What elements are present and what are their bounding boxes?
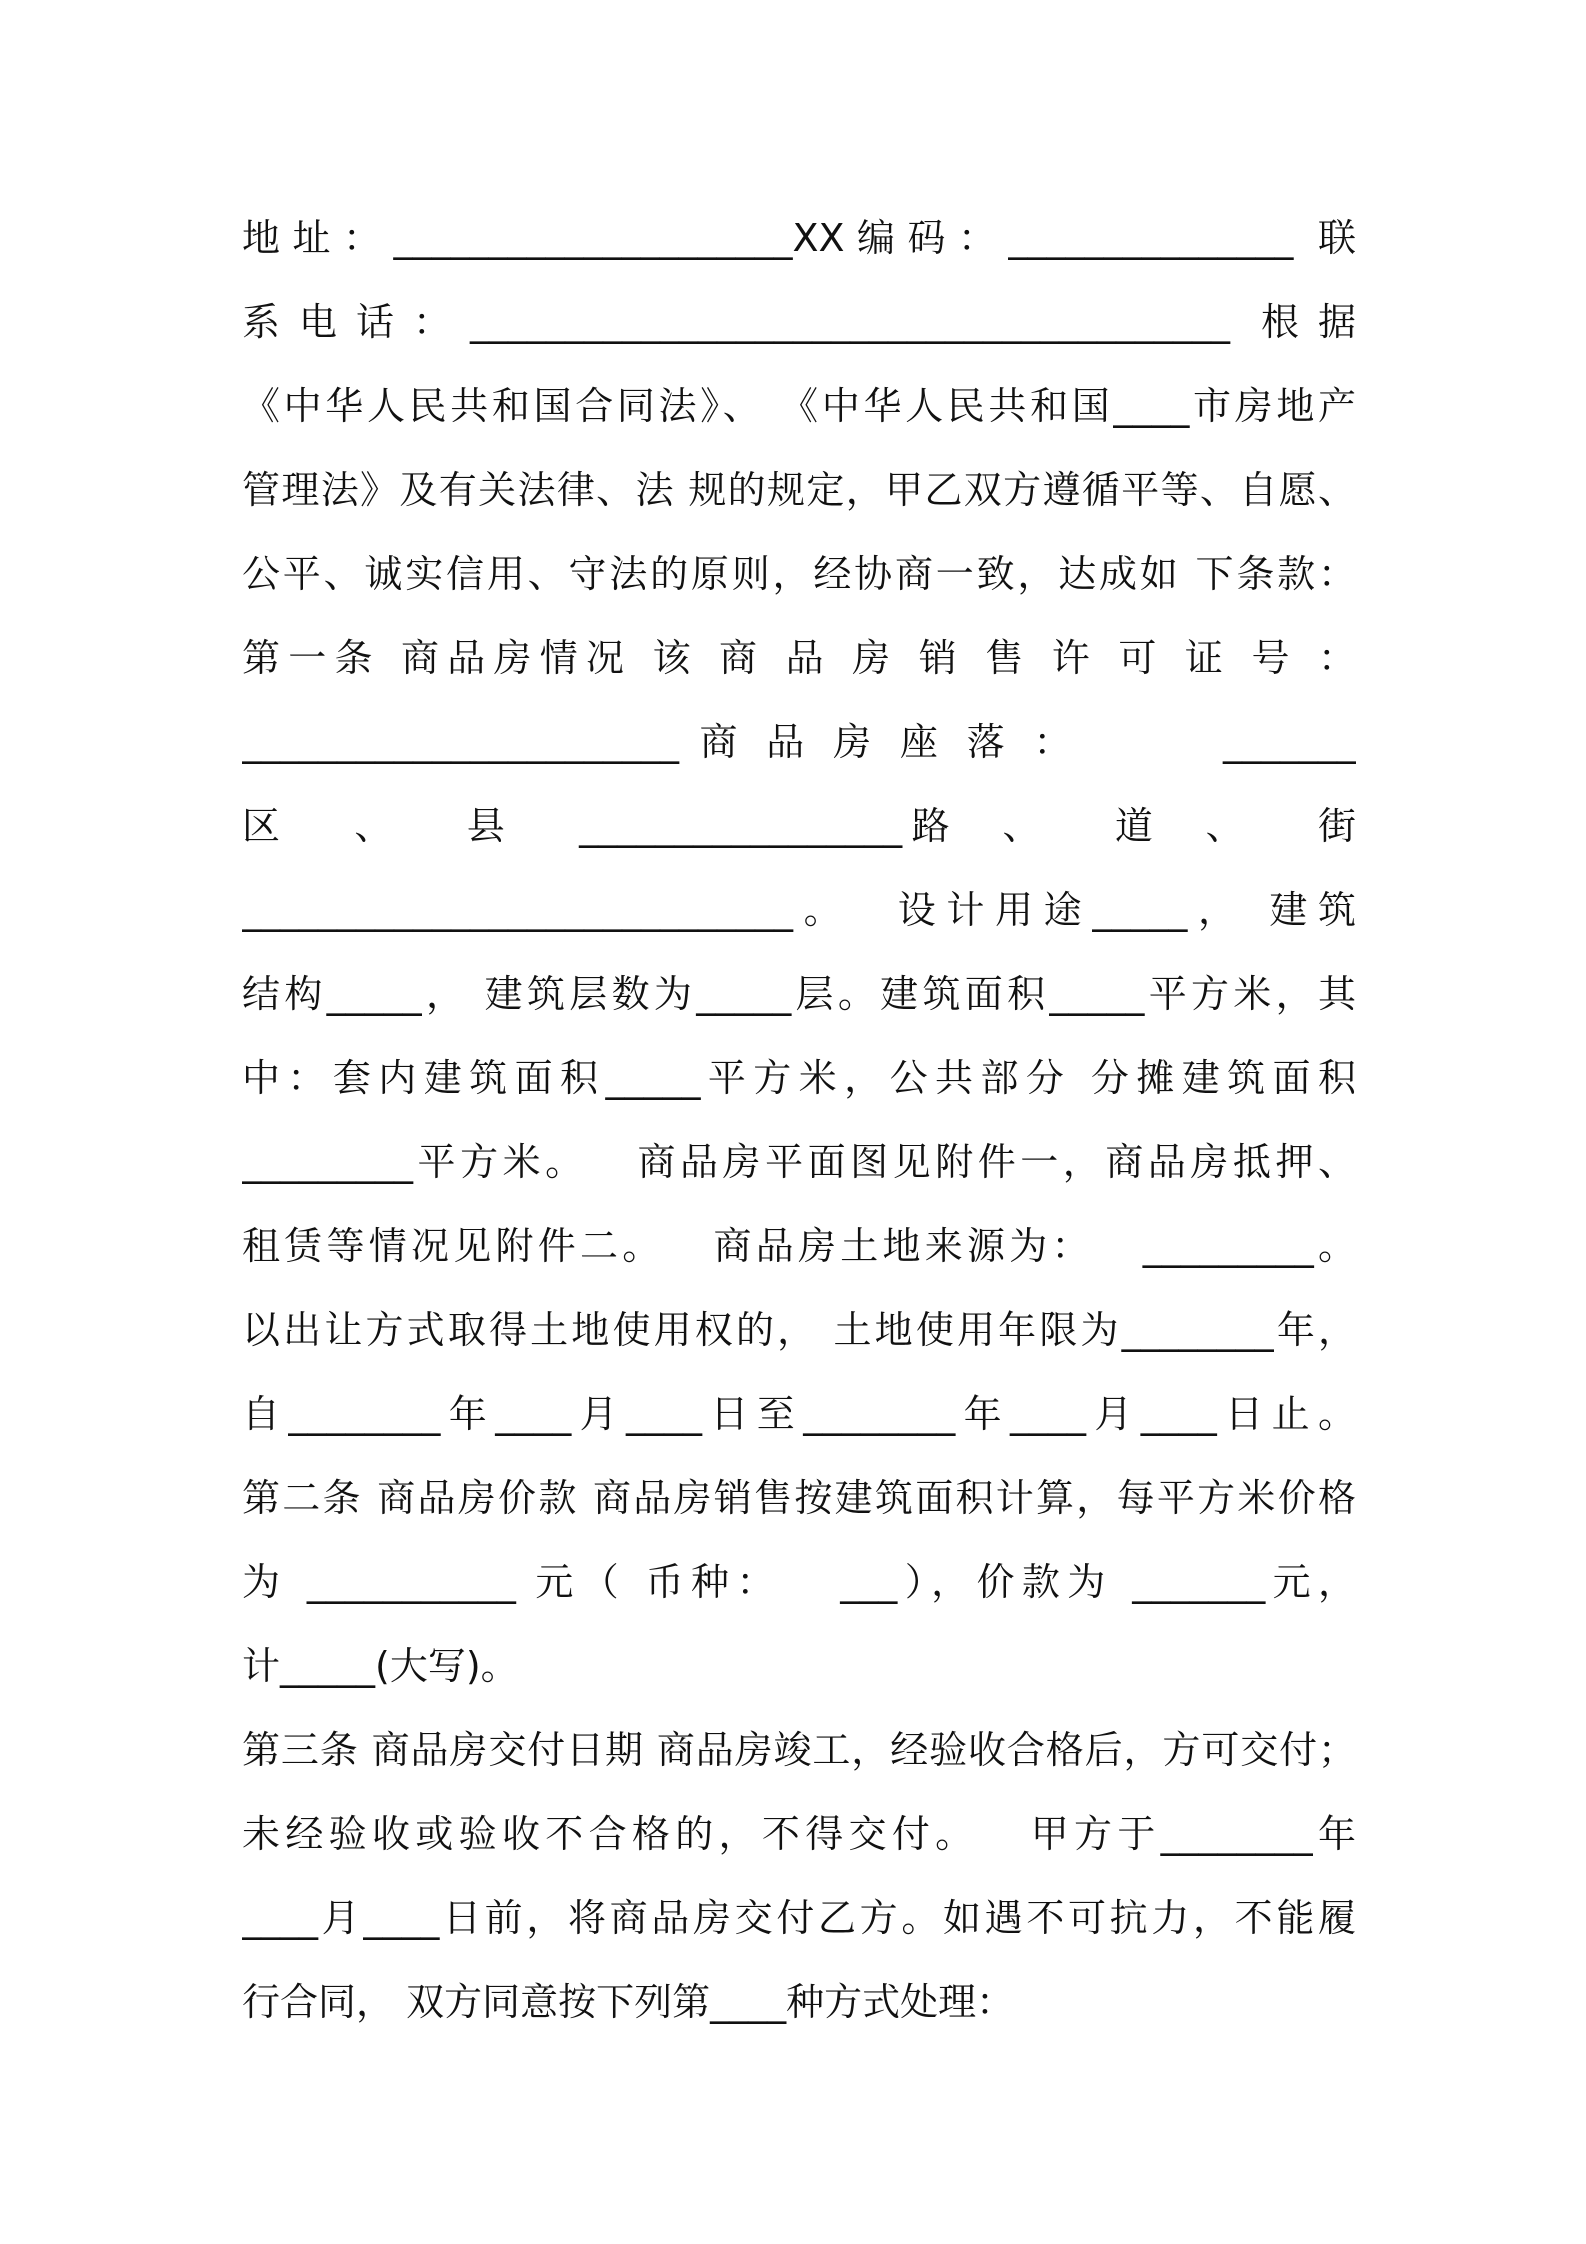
text-line: 地址：_____________________XX编码：_______________ 联 bbox=[242, 216, 1356, 260]
text-line: 行合同， 双方同意按下列第____种方式处理： bbox=[242, 1980, 1015, 2024]
text-line: 公平、诚实信用、守法的原则，经协商一致，达成如 下条款： bbox=[242, 552, 1356, 596]
text-line: 第三条 商品房交付日期 商品房竣工，经验收合格后，方可交付； bbox=[242, 1728, 1356, 1772]
text-line: 为 ___________ 元（ 币种： ___），价款为 _______元， bbox=[242, 1560, 1356, 1604]
text-line: _____________________________。 设计用途_____， 建筑 bbox=[242, 888, 1356, 932]
text-line: 第二条 商品房价款 商品房销售按建筑面积计算，每平方米价格 bbox=[242, 1476, 1356, 1520]
document-body bbox=[242, 196, 1356, 2044]
text-line: 未经验收或验收不合格的，不得交付。 甲方于________年 bbox=[242, 1812, 1356, 1856]
text-line: _______________________ 商 品 房 座 落 ： _______ bbox=[242, 720, 1356, 764]
text-line: _________平方米。 商品房平面图见附件一，商品房抵押、 bbox=[242, 1140, 1356, 1184]
text-line: 结构_____， 建筑层数为_____层。建筑面积_____平方米，其 bbox=[242, 972, 1356, 1016]
text-line: 自________年____月____日至________年____月____日止。 bbox=[242, 1392, 1356, 1436]
text-line: ____月____日前，将商品房交付乙方。如遇不可抗力，不能履 bbox=[242, 1896, 1356, 1940]
text-line: 《中华人民共和国合同法》、 《中华人民共和国____市房地产 bbox=[242, 384, 1356, 428]
text-line: 管理法》及有关法律、法 规的规定，甲乙双方遵循平等、自愿、 bbox=[242, 468, 1356, 512]
text-line: 以出让方式取得土地使用权的， 土地使用年限为________年， bbox=[242, 1308, 1356, 1352]
text-line: 第一条 商品房情况 该 商 品 房 销 售 许 可 证 号 ： bbox=[242, 636, 1356, 680]
text-line: 计_____(大写)。 bbox=[242, 1644, 519, 1688]
text-line: 区 、 县 _________________路 、 道 、 街 bbox=[242, 804, 1356, 848]
text-line: 租赁等情况见附件二。 商品房土地来源为： _________。 bbox=[242, 1224, 1356, 1268]
text-line: 中：套内建筑面积_____平方米，公共部分 分摊建筑面积 bbox=[242, 1056, 1356, 1100]
text-line: 系电话：________________________________________ 根据 bbox=[242, 300, 1356, 344]
